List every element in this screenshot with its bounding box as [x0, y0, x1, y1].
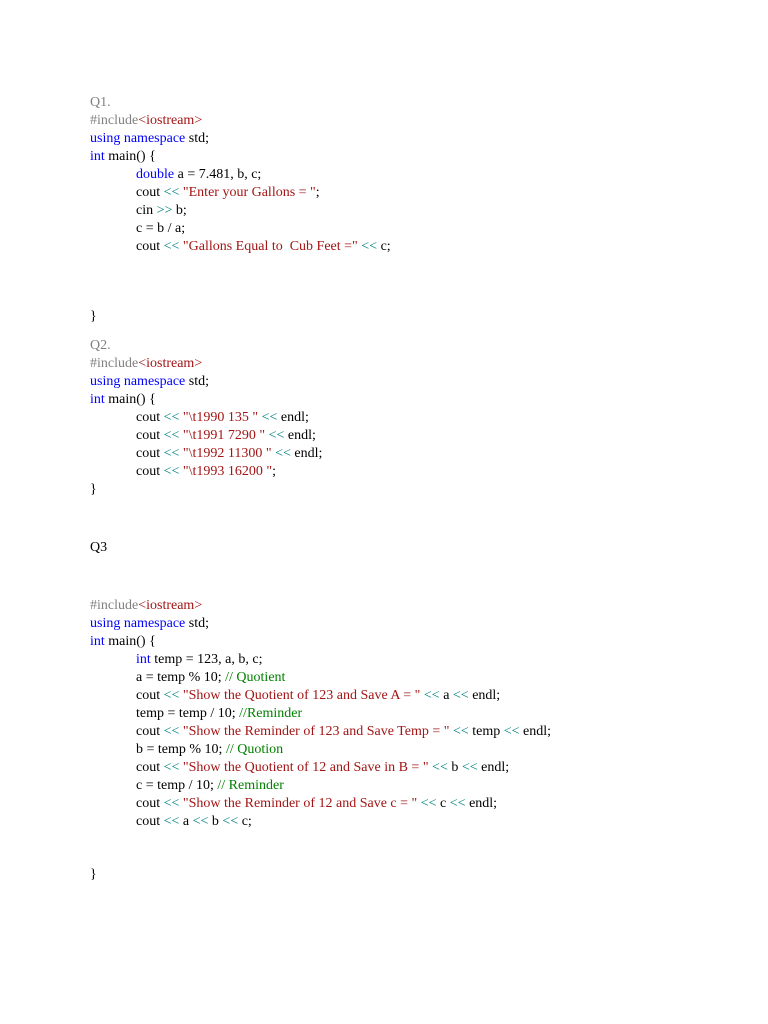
code-text: c = temp / 10;: [136, 778, 218, 793]
code-text: a = 7.481, b, c;: [174, 167, 262, 182]
code-text: cin: [136, 203, 157, 218]
using-keyword: using namespace: [90, 374, 186, 389]
q2-include-line: [90, 355, 202, 373]
main-rest: main() {: [104, 634, 156, 649]
string-literal: "\t1990 135 ": [179, 410, 262, 425]
code-text: cout: [136, 428, 164, 443]
code-comment: // Quotion: [225, 742, 284, 757]
code-comment: // Reminder: [217, 778, 284, 793]
operator: <<: [163, 814, 180, 829]
q3-label: Q3: [90, 540, 108, 555]
code-text: cout: [136, 760, 164, 775]
string-literal: "Show the Quotient of 12 and Save in B = ": [179, 760, 433, 775]
code-text: cout: [136, 796, 164, 811]
q3-code-line-8: [136, 777, 284, 795]
code-text: ;: [272, 464, 277, 479]
q1-close-brace: }: [90, 309, 97, 324]
type-keyword: double: [136, 167, 175, 182]
string-literal: "\t1993 16200 ": [179, 464, 273, 479]
q3-code-line-4: [136, 705, 302, 723]
operator: <<: [163, 760, 180, 775]
include-directive: #include: [90, 356, 139, 371]
operator: <<: [449, 796, 466, 811]
q3-code-line-7: [136, 759, 509, 777]
q2-main-line: [90, 391, 156, 409]
operator: <<: [163, 428, 180, 443]
code-text: cout: [136, 446, 164, 461]
code-text: endl;: [277, 410, 309, 425]
q1-code-line-3: [136, 202, 187, 220]
code-comment: //Reminder: [239, 706, 303, 721]
string-literal: "Show the Reminder of 12 and Save c = ": [179, 796, 421, 811]
code-text: cout: [136, 688, 164, 703]
main-keyword: int: [90, 392, 105, 407]
include-header: <iostream>: [138, 113, 203, 128]
using-rest: std;: [185, 616, 209, 631]
include-header: <iostream>: [138, 598, 203, 613]
code-text: b: [447, 760, 462, 775]
code-text: endl;: [290, 446, 323, 461]
main-rest: main() {: [104, 392, 156, 407]
operator: <<: [163, 796, 180, 811]
string-literal: "\t1991 7290 ": [179, 428, 269, 443]
code-comment: // Quotient: [225, 670, 286, 685]
code-text: ;: [315, 185, 320, 200]
operator: <<: [163, 688, 180, 703]
operator: <<: [261, 410, 278, 425]
q1-code-line-5: [136, 238, 391, 256]
operator: >>: [156, 203, 173, 218]
code-text: endl;: [519, 724, 552, 739]
q3-code-line-5: [136, 723, 551, 741]
operator: <<: [420, 796, 437, 811]
operator: <<: [275, 446, 291, 461]
code-text: c;: [238, 814, 252, 829]
code-text: cout: [136, 814, 164, 829]
code-text: a = temp % 10;: [136, 670, 226, 685]
operator: <<: [192, 814, 209, 829]
operator: <<: [163, 239, 180, 254]
q2-using-line: [90, 373, 209, 391]
main-keyword: int: [90, 634, 105, 649]
string-literal: "Gallons Equal to Cub Feet =": [179, 239, 362, 254]
string-literal: "Show the Reminder of 123 and Save Temp = ": [179, 724, 453, 739]
operator: <<: [268, 428, 285, 443]
string-literal: "Enter your Gallons = ": [179, 185, 316, 200]
operator: <<: [503, 724, 520, 739]
q3-code-line-10: [136, 813, 252, 831]
code-text: temp = temp / 10;: [136, 706, 240, 721]
code-text: endl;: [477, 760, 510, 775]
code-text: a: [179, 814, 193, 829]
q3-code-line-1: [136, 651, 263, 669]
string-literal: "\t1992 11300 ": [179, 446, 276, 461]
code-text: temp = 123, a, b, c;: [150, 652, 263, 667]
q3-code-line-6: [136, 741, 283, 759]
q3-include-line: [90, 597, 202, 615]
q1-include-line: [90, 112, 202, 130]
code-text: cout: [136, 464, 164, 479]
q3-using-line: [90, 615, 209, 633]
operator: <<: [452, 688, 469, 703]
q1-main-line: [90, 148, 156, 166]
operator: <<: [423, 688, 440, 703]
q3-main-line: [90, 633, 156, 651]
type-keyword: int: [136, 652, 151, 667]
code-text: cout: [136, 239, 164, 254]
code-text: temp: [468, 724, 504, 739]
q3-code-line-3: [136, 687, 500, 705]
q3-code-line-9: [136, 795, 497, 813]
q2-code-line-4: [136, 463, 276, 481]
operator: <<: [432, 760, 448, 775]
code-text: b = temp % 10;: [136, 742, 226, 757]
using-rest: std;: [185, 374, 209, 389]
operator: <<: [163, 724, 180, 739]
code-text: cout: [136, 410, 164, 425]
string-literal: "Show the Quotient of 123 and Save A = ": [179, 688, 424, 703]
using-keyword: using namespace: [90, 131, 186, 146]
code-text: c;: [377, 239, 391, 254]
operator: <<: [361, 239, 378, 254]
q2-label: Q2.: [90, 338, 111, 353]
q2-code-line-1: [136, 409, 309, 427]
using-rest: std;: [185, 131, 209, 146]
operator: <<: [222, 814, 239, 829]
operator: <<: [452, 724, 469, 739]
code-text: cout: [136, 185, 164, 200]
include-directive: #include: [90, 598, 139, 613]
q1-label: Q1.: [90, 95, 111, 110]
operator: <<: [163, 446, 180, 461]
q1-using-line: [90, 130, 209, 148]
q3-close-brace: }: [90, 867, 97, 882]
operator: <<: [163, 464, 180, 479]
operator: <<: [163, 410, 180, 425]
main-keyword: int: [90, 149, 105, 164]
q2-close-brace: }: [90, 482, 97, 497]
q2-code-line-2: [136, 427, 316, 445]
code-text: endl;: [468, 688, 501, 703]
q2-code-line-3: [136, 445, 322, 463]
code-text: b;: [172, 203, 187, 218]
q1-code-line-4: c = b / a;: [136, 221, 186, 236]
q1-code-line-1: [136, 166, 261, 184]
operator: <<: [163, 185, 180, 200]
code-text: a: [439, 688, 453, 703]
code-text: b: [208, 814, 223, 829]
code-text: endl;: [465, 796, 498, 811]
code-text: c: [436, 796, 450, 811]
code-text: endl;: [284, 428, 316, 443]
operator: <<: [461, 760, 478, 775]
using-keyword: using namespace: [90, 616, 186, 631]
include-directive: #include: [90, 113, 139, 128]
code-text: cout: [136, 724, 164, 739]
main-rest: main() {: [104, 149, 156, 164]
q3-code-line-2: [136, 669, 285, 687]
include-header: <iostream>: [138, 356, 203, 371]
q1-code-line-2: [136, 184, 320, 202]
